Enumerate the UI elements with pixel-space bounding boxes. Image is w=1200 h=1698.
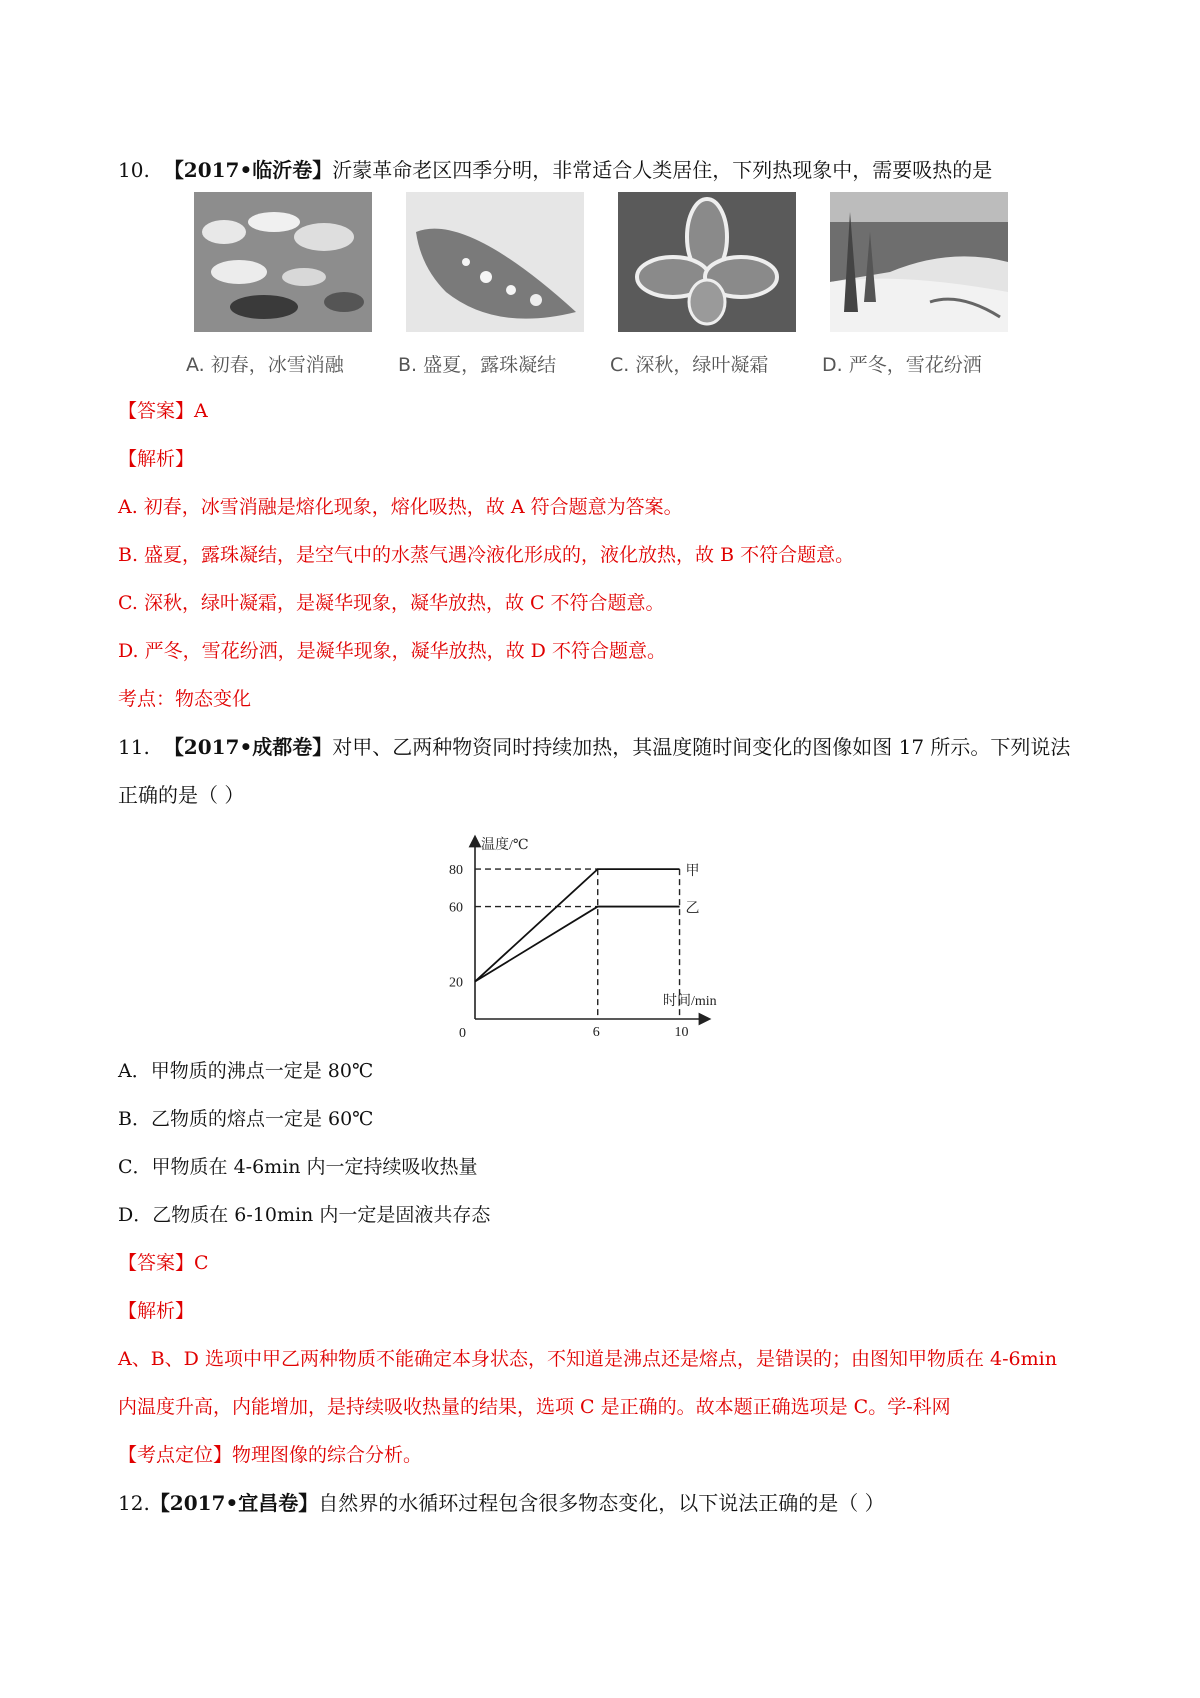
kaodian-value: 物理图像的综合分析。 (232, 1444, 423, 1466)
q10-analysis-a: A. 初春，冰雪消融是熔化现象，熔化吸热，故 A 符合题意为答案。 (118, 496, 683, 518)
picture-caption-b: B. 盛夏，露珠凝结 (398, 354, 557, 376)
q10-analysis-d: D. 严冬，雪花纷洒，是凝华现象，凝华放热，故 D 不符合题意。 (118, 640, 666, 662)
series-line-1 (475, 907, 680, 982)
x-axis-label: 时间/min (663, 994, 717, 1009)
q10-answer (118, 398, 208, 424)
q11-number: 11. (118, 735, 150, 759)
kaodian-label: 【考点定位】 (118, 1444, 233, 1466)
snow-landscape-photo (830, 192, 1008, 332)
q10-stem-line (118, 157, 992, 183)
q11-analysis-label: 【解析】 (118, 1300, 195, 1322)
q12-stem: 自然界的水循环过程包含很多物态变化，以下说法正确的是（ ） (318, 1491, 885, 1515)
q10-stem: 沂蒙革命老区四季分明，非常适合人类居住，下列热现象中，需要吸热的是 (332, 158, 993, 182)
q11-stem-1: 对甲、乙两种物资同时持续加热，其温度随时间变化的图像如图 17 所示。下列说法 (332, 735, 1071, 759)
q11-analysis-line2: 内温度升高，内能增加，是持续吸收热量的结果，选项 C 是正确的。故本题正确选项是 C。学-科网 (118, 1396, 951, 1418)
q10-picture-strip (186, 192, 1026, 378)
chart-marks (449, 863, 700, 1039)
q11-answer (118, 1250, 209, 1276)
q10-kaodian: 考点：物态变化 (118, 688, 252, 710)
q12-source: 【2017•宜昌卷】 (149, 1491, 319, 1515)
x-tick-label-1: 10 (674, 1025, 689, 1039)
q11-stem-line1 (118, 734, 1070, 760)
melting-ice-photo (194, 192, 372, 332)
q11-stem-line2: 正确的是（ ） (118, 783, 245, 807)
temperature-time-graph (445, 833, 765, 1039)
q11-kaodian (118, 1442, 422, 1468)
origin-label: 0 (459, 1026, 466, 1039)
picture-caption-c: C. 深秋，绿叶凝霜 (610, 354, 769, 376)
q11-analysis-line1: A、B、D 选项中甲乙两种物质不能确定本身状态，不知道是沸点还是熔点，是错误的；由图知甲物质在 4-6min (118, 1348, 1057, 1370)
answer-label: 【答案】 (118, 400, 195, 422)
dew-leaf-photo (406, 192, 584, 332)
answer-label: 【答案】 (118, 1252, 195, 1274)
picture-caption-d: D. 严冬，雪花纷洒 (822, 354, 982, 376)
x-tick-label-0: 6 (592, 1025, 600, 1039)
q11-option-d: D．乙物质在 6-10min 内一定是固液共存态 (118, 1204, 491, 1226)
q10-source: 【2017•临沂卷】 (163, 158, 333, 182)
series-label-0: 甲 (685, 864, 700, 880)
series-label-1: 乙 (685, 901, 700, 917)
q10-number: 10. (118, 158, 150, 182)
frost-leaf-photo (618, 192, 796, 332)
q11-option-a: A．甲物质的沸点一定是 80℃ (118, 1060, 374, 1082)
y-tick-label-2: 80 (449, 863, 463, 879)
q10-analysis-b: B. 盛夏，露珠凝结，是空气中的水蒸气遇冷液化形成的，液化放热，故 B 不符合题意。 (118, 544, 855, 566)
q11-source: 【2017•成都卷】 (163, 735, 333, 759)
answer-value: C (194, 1252, 209, 1274)
q11-option-c: C．甲物质在 4-6min 内一定持续吸收热量 (118, 1156, 478, 1178)
q11-option-b: B．乙物质的熔点一定是 60℃ (118, 1108, 374, 1130)
series-line-0 (475, 869, 680, 981)
q12-number: 12. (118, 1491, 150, 1515)
y-tick-label-0: 20 (449, 975, 463, 991)
q10-analysis-c: C. 深秋，绿叶凝霜，是凝华现象，凝华放热，故 C 不符合题意。 (118, 592, 665, 614)
picture-caption-a: A. 初春，冰雪消融 (186, 354, 344, 376)
q10-analysis-label: 【解析】 (118, 448, 195, 470)
y-axis-label: 温度/℃ (481, 838, 529, 853)
q12-stem-line (118, 1490, 885, 1516)
y-tick-label-1: 60 (449, 900, 463, 916)
answer-value: A (194, 400, 208, 422)
